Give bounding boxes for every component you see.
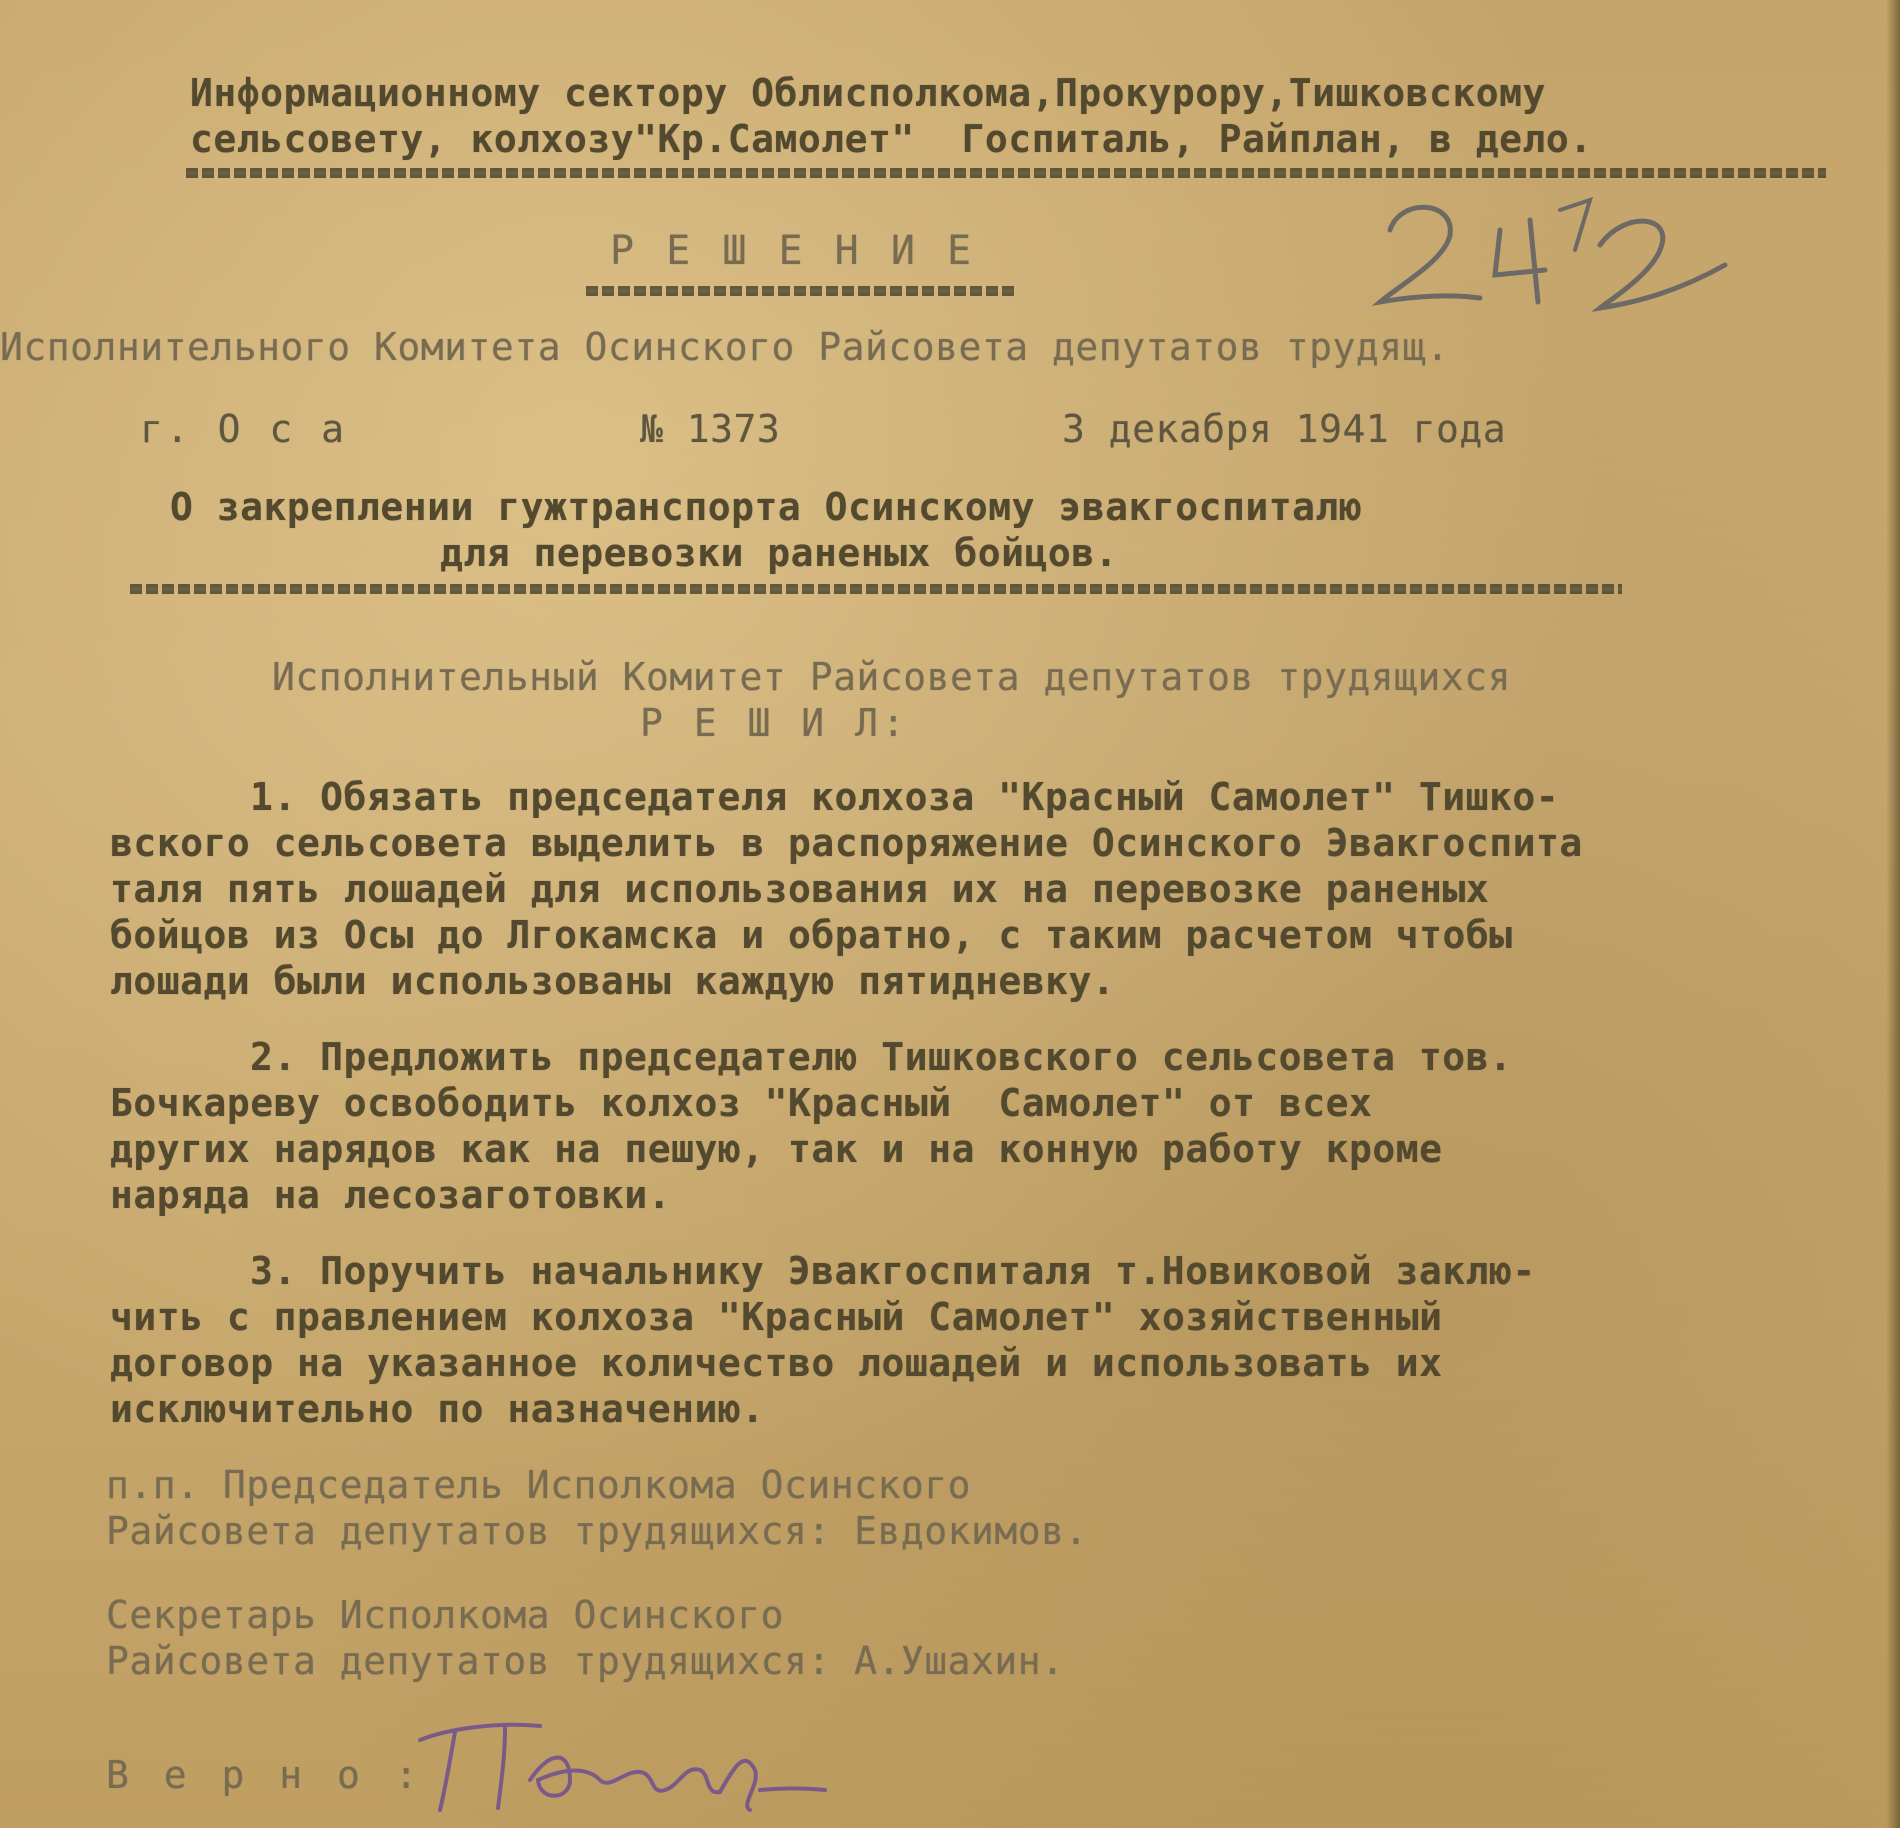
subject-line-2: для перевозки раненых бойцов. <box>440 531 1118 575</box>
issuer-line: Исполнительного Комитета Осинского Райсовета депутатов трудящ. <box>0 325 1450 369</box>
handwritten-file-number <box>1360 190 1740 320</box>
item-1-line-2: вского сельсовета выделить в распоряжение Осинского Эвакгоспита <box>110 821 1583 865</box>
distribution-line-1: Информационному сектору Облисполкома,Прокурору,Тишковскому <box>190 71 1546 115</box>
preamble-line-1: Исполнительный Комитет Райсовета депутатов трудящихся <box>272 655 1512 699</box>
item-1-line-1: 1. Обязать председателя колхоза "Красный Самолет" Тишко- <box>250 775 1560 819</box>
item-2-line-1: 2. Предложить председателю Тишковского сельсовета тов. <box>250 1035 1513 1079</box>
chairman-line-2: Райсовета депутатов трудящихся: Евдокимов. <box>106 1509 1088 1553</box>
separator-top <box>186 168 1826 178</box>
item-3-line-3: договор на указанное количество лошадей и использовать их <box>110 1341 1443 1385</box>
preamble-resolved: Р Е Ш И Л: <box>640 701 909 745</box>
item-1-line-3: таля пять лошадей для использования их на перевозке раненых <box>110 867 1490 911</box>
attest-label: В е р н о : <box>106 1753 424 1797</box>
item-1-line-4: бойцов из Осы до Лгокамска и обратно, с таким расчетом чтобы <box>110 913 1513 957</box>
page-edge-shadow <box>1886 0 1900 1828</box>
secretary-line-1: Секретарь Исполкома Осинского <box>106 1593 784 1637</box>
item-2-line-2: Бочкареву освободить колхоз "Красный Самолет" от всех <box>110 1081 1373 1125</box>
title-underline <box>586 286 1016 296</box>
subject-line-1: О закреплении гужтранспорта Осинскому эвакгоспиталю <box>170 485 1363 529</box>
item-2-line-3: других нарядов как на пешую, так и на конную работу кроме <box>110 1127 1443 1171</box>
document-title: Р Е Ш Е Н И Е <box>610 228 976 274</box>
item-1-line-5: лошади были использованы каждую пятидневку. <box>110 959 1116 1003</box>
secretary-line-2: Райсовета депутатов трудящихся: А.Ушахин. <box>106 1639 1065 1683</box>
city: г. О с а <box>140 407 348 451</box>
chairman-line-1: п.п. Председатель Исполкома Осинского <box>106 1463 971 1507</box>
item-2-line-4: наряда на лесозаготовки. <box>110 1173 672 1217</box>
item-3-line-4: исключительно по назначению. <box>110 1387 765 1431</box>
decision-number: № 1373 <box>640 407 781 451</box>
item-3-line-1: 3. Поручить начальнику Эвакгоспиталя т.Новиковой заклю- <box>250 1249 1536 1293</box>
item-3-line-2: чить с правлением колхоза "Красный Самолет" хозяйственный <box>110 1295 1443 1339</box>
decision-date: 3 декабря 1941 года <box>1062 407 1507 451</box>
attest-signature <box>410 1710 830 1820</box>
distribution-line-2: сельсовету, колхозу"Кр.Самолет" Госпиталь, Райплан, в дело. <box>190 117 1593 161</box>
separator-subject <box>130 584 1622 594</box>
